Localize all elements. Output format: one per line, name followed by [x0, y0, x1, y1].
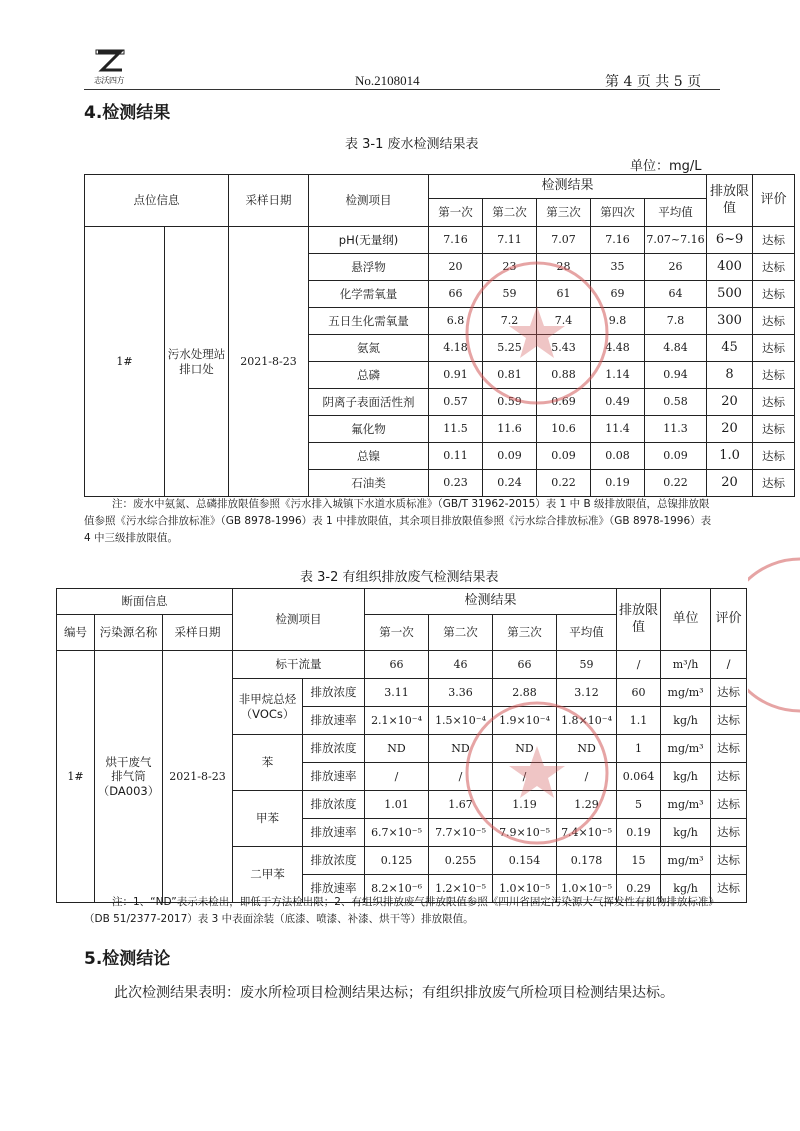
t2-param: 排放速率 — [303, 763, 365, 791]
t2-v1: 8.2×10⁻⁶ — [365, 875, 429, 903]
t1-v4: 69 — [591, 281, 645, 308]
t1-v4: 0.08 — [591, 443, 645, 470]
t2-flow-eval: / — [711, 651, 747, 679]
t1-v2: 59 — [483, 281, 537, 308]
t1-eval: 达标 — [753, 443, 795, 470]
table-row — [57, 651, 747, 679]
t1-avg: 0.94 — [645, 362, 707, 389]
t1-v2: 0.09 — [483, 443, 537, 470]
page-indicator: 第 4 页 共 5 页 — [605, 74, 702, 90]
t1-v1: 7.16 — [429, 227, 483, 254]
t2-v3: 0.154 — [493, 847, 557, 875]
t1-v1: 0.23 — [429, 470, 483, 497]
company-logo — [84, 48, 134, 88]
t2-limit: 5 — [617, 791, 661, 819]
t2-header-r2: 第二次 — [429, 615, 493, 651]
t2-v1: / — [365, 763, 429, 791]
t1-limit: 20 — [707, 470, 753, 497]
t1-header-limit: 排放限值 — [707, 175, 753, 227]
t1-eval: 达标 — [753, 254, 795, 281]
t1-limit: 8 — [707, 362, 753, 389]
t2-group-name: 苯 — [233, 735, 303, 791]
t2-unit: kg/h — [661, 707, 711, 735]
t2-flow-avg: 59 — [557, 651, 617, 679]
t2-limit: 60 — [617, 679, 661, 707]
t1-avg: 7.07~7.16 — [645, 227, 707, 254]
t2-param: 排放浓度 — [303, 679, 365, 707]
t2-unit: kg/h — [661, 819, 711, 847]
t1-header-location: 点位信息 — [85, 175, 229, 227]
t2-flow-v2: 46 — [429, 651, 493, 679]
t1-v1: 0.57 — [429, 389, 483, 416]
t2-unit: kg/h — [661, 763, 711, 791]
t2-v2: / — [429, 763, 493, 791]
t2-unit: mg/m³ — [661, 735, 711, 763]
table-2-caption: 表 3-2 有组织排放废气检测结果表 — [300, 570, 499, 585]
t1-item: 悬浮物 — [309, 254, 429, 281]
table-1-unit: 单位：mg/L — [630, 159, 702, 174]
t1-header-date: 采样日期 — [229, 175, 309, 227]
t1-item: 氨氮 — [309, 335, 429, 362]
t2-header-eval: 评价 — [711, 589, 747, 651]
t2-flow-unit: m³/h — [661, 651, 711, 679]
t1-v1: 6.8 — [429, 308, 483, 335]
t1-item: 总磷 — [309, 362, 429, 389]
t1-header-avg: 平均值 — [645, 199, 707, 227]
t1-eval: 达标 — [753, 389, 795, 416]
t1-eval: 达标 — [753, 227, 795, 254]
t2-v3: 1.9×10⁻⁴ — [493, 707, 557, 735]
t1-v3: 0.69 — [537, 389, 591, 416]
t2-eval: 达标 — [711, 763, 747, 791]
header-divider — [84, 89, 720, 90]
t1-date: 2021-8-23 — [229, 227, 309, 497]
t1-v2: 23 — [483, 254, 537, 281]
t2-v2: 1.2×10⁻⁵ — [429, 875, 493, 903]
t2-limit: 15 — [617, 847, 661, 875]
t1-v3: 10.6 — [537, 416, 591, 443]
t2-v2: 1.67 — [429, 791, 493, 819]
table-1-caption: 表 3-1 废水检测结果表 — [345, 137, 479, 152]
t2-param: 排放速率 — [303, 707, 365, 735]
t1-limit: 20 — [707, 389, 753, 416]
exhaust-gas-results-table — [56, 588, 747, 903]
t2-flow-v1: 66 — [365, 651, 429, 679]
t1-limit: 6~9 — [707, 227, 753, 254]
t1-eval: 达标 — [753, 335, 795, 362]
t1-v3: 7.07 — [537, 227, 591, 254]
t1-item: 五日生化需氧量 — [309, 308, 429, 335]
t2-eval: 达标 — [711, 791, 747, 819]
t1-eval: 达标 — [753, 281, 795, 308]
t2-flow-limit: / — [617, 651, 661, 679]
t2-v2: 3.36 — [429, 679, 493, 707]
t2-eval: 达标 — [711, 707, 747, 735]
t2-v1: 0.125 — [365, 847, 429, 875]
t1-v4: 7.16 — [591, 227, 645, 254]
t1-v3: 5.43 — [537, 335, 591, 362]
t1-v1: 11.5 — [429, 416, 483, 443]
t2-group-name: 甲苯 — [233, 791, 303, 847]
report-number: No.2108014 — [355, 73, 420, 88]
t2-v2: 7.7×10⁻⁵ — [429, 819, 493, 847]
t2-v3: / — [493, 763, 557, 791]
t2-param: 排放浓度 — [303, 735, 365, 763]
t1-limit: 45 — [707, 335, 753, 362]
t2-eval: 达标 — [711, 735, 747, 763]
t2-v1: ND — [365, 735, 429, 763]
t2-date: 2021-8-23 — [163, 651, 233, 903]
t2-limit: 0.064 — [617, 763, 661, 791]
t2-header-r3: 第三次 — [493, 615, 557, 651]
t2-header-section: 断面信息 — [57, 589, 233, 615]
t2-v3: 1.19 — [493, 791, 557, 819]
t1-limit: 20 — [707, 416, 753, 443]
t2-avg: 1.29 — [557, 791, 617, 819]
t1-v1: 66 — [429, 281, 483, 308]
t2-v2: 1.5×10⁻⁴ — [429, 707, 493, 735]
t1-v4: 4.48 — [591, 335, 645, 362]
t2-param: 排放速率 — [303, 819, 365, 847]
table-row — [85, 227, 795, 254]
t2-limit: 1.1 — [617, 707, 661, 735]
t2-eval: 达标 — [711, 819, 747, 847]
t1-site-no: 1# — [85, 227, 165, 497]
t1-body — [85, 227, 795, 497]
t1-item: 石油类 — [309, 470, 429, 497]
t1-limit: 400 — [707, 254, 753, 281]
t2-body — [57, 651, 747, 903]
t2-v3: 2.88 — [493, 679, 557, 707]
t1-item: 氟化物 — [309, 416, 429, 443]
t2-eval: 达标 — [711, 679, 747, 707]
t2-v1: 2.1×10⁻⁴ — [365, 707, 429, 735]
t2-source — [95, 651, 163, 903]
t1-v2: 7.2 — [483, 308, 537, 335]
t1-item: pH(无量纲) — [309, 227, 429, 254]
t2-group-name: 二甲苯 — [233, 847, 303, 903]
t1-v2: 7.11 — [483, 227, 537, 254]
t1-eval: 达标 — [753, 470, 795, 497]
t1-v4: 0.19 — [591, 470, 645, 497]
t1-v2: 0.24 — [483, 470, 537, 497]
seam-seal — [748, 555, 800, 715]
t2-header-no: 编号 — [57, 615, 95, 651]
t1-item: 总镍 — [309, 443, 429, 470]
t2-avg: / — [557, 763, 617, 791]
t1-header-r1: 第一次 — [429, 199, 483, 227]
t1-avg: 11.3 — [645, 416, 707, 443]
t1-item: 阴离子表面活性剂 — [309, 389, 429, 416]
t1-avg: 26 — [645, 254, 707, 281]
t1-v1: 0.91 — [429, 362, 483, 389]
t2-avg: 0.178 — [557, 847, 617, 875]
t2-eval: 达标 — [711, 847, 747, 875]
t1-v3: 0.88 — [537, 362, 591, 389]
t2-limit: 0.29 — [617, 875, 661, 903]
t1-v3: 61 — [537, 281, 591, 308]
t2-header-result: 检测结果 — [365, 589, 617, 615]
t2-site-no: 1# — [57, 651, 95, 903]
t2-v2: ND — [429, 735, 493, 763]
t1-limit: 1.0 — [707, 443, 753, 470]
t2-flow-item: 标干流量 — [233, 651, 365, 679]
t1-header-eval: 评价 — [753, 175, 795, 227]
t1-v3: 28 — [537, 254, 591, 281]
t1-v4: 9.8 — [591, 308, 645, 335]
t1-header-item: 检测项目 — [309, 175, 429, 227]
t2-header-r1: 第一次 — [365, 615, 429, 651]
t1-v4: 0.49 — [591, 389, 645, 416]
t1-limit: 300 — [707, 308, 753, 335]
t2-v1: 6.7×10⁻⁵ — [365, 819, 429, 847]
t2-param: 排放浓度 — [303, 791, 365, 819]
t1-v4: 11.4 — [591, 416, 645, 443]
t1-v2: 11.6 — [483, 416, 537, 443]
t1-avg: 0.58 — [645, 389, 707, 416]
t1-item: 化学需氧量 — [309, 281, 429, 308]
section-4-title: 4.检测结果 — [84, 103, 171, 123]
t1-header-r3: 第三次 — [537, 199, 591, 227]
t1-eval: 达标 — [753, 416, 795, 443]
t1-v3: 0.22 — [537, 470, 591, 497]
t1-v2: 5.25 — [483, 335, 537, 362]
t2-v3: ND — [493, 735, 557, 763]
t2-avg: 1.0×10⁻⁵ — [557, 875, 617, 903]
t2-v3: 7.9×10⁻⁵ — [493, 819, 557, 847]
t2-param: 排放速率 — [303, 875, 365, 903]
table-1-note: 注：废水中氨氮、总磷排放限值参照《污水排入城镇下水道水质标准》（GB/T 31962-2015）表 1 中 B 级排放限值，总镍排放限值参照《污水综合排放标准》（GB 8978-1996）表 1 中排放限值，其余项目排放限值参照《污水综合排放标准》（GB 8978-1996）表 4 中三级排放限值。 — [84, 498, 712, 544]
t1-eval: 达标 — [753, 308, 795, 335]
t1-v1: 4.18 — [429, 335, 483, 362]
t1-header-r2: 第二次 — [483, 199, 537, 227]
t2-group-name: 非甲烷总烃（VOCs） — [233, 679, 303, 735]
t1-v1: 20 — [429, 254, 483, 281]
t2-v3: 1.0×10⁻⁵ — [493, 875, 557, 903]
t1-avg: 0.22 — [645, 470, 707, 497]
t2-avg: ND — [557, 735, 617, 763]
t2-source-line: （DA003） — [97, 783, 160, 798]
t2-source-line: 烘干废气 — [105, 754, 152, 769]
t1-v3: 0.09 — [537, 443, 591, 470]
t2-eval: 达标 — [711, 875, 747, 903]
t2-unit: mg/m³ — [661, 679, 711, 707]
t2-flow-v3: 66 — [493, 651, 557, 679]
t2-header-item: 检测项目 — [233, 589, 365, 651]
t1-v4: 35 — [591, 254, 645, 281]
t2-header-unit: 单位 — [661, 589, 711, 651]
t1-header-result: 检测结果 — [429, 175, 707, 199]
t1-avg: 64 — [645, 281, 707, 308]
logo-text: 志沃四方 — [94, 76, 124, 85]
t2-limit: 0.19 — [617, 819, 661, 847]
t2-header-limit: 排放限值 — [617, 589, 661, 651]
t2-header-source: 污染源名称 — [95, 615, 163, 651]
t2-unit: mg/m³ — [661, 847, 711, 875]
t2-v1: 3.11 — [365, 679, 429, 707]
t1-site-name: 污水处理站排口处 — [165, 227, 229, 497]
t2-header-date: 采样日期 — [163, 615, 233, 651]
table-2-note: 注：1、“ND”表示未检出，即低于方法检出限；2、有组织排放废气排放限值参照《四川省固定污染源大气挥发性有机物排放标准》（DB 51/2377-2017）表 3 中表面涂装（底漆、喷漆、补漆、烘干等）排放限值。 — [84, 896, 719, 925]
t1-limit: 500 — [707, 281, 753, 308]
t1-avg: 0.09 — [645, 443, 707, 470]
wastewater-results-table — [84, 174, 795, 497]
t2-param: 排放浓度 — [303, 847, 365, 875]
t2-avg: 3.12 — [557, 679, 617, 707]
t2-v2: 0.255 — [429, 847, 493, 875]
t2-avg: 1.8×10⁻⁴ — [557, 707, 617, 735]
conclusion-text: 此次检测结果表明：废水所检项目检测结果达标；有组织排放废气所检项目检测结果达标。 — [114, 985, 674, 1001]
t1-header-r4: 第四次 — [591, 199, 645, 227]
t1-v2: 0.81 — [483, 362, 537, 389]
t2-limit: 1 — [617, 735, 661, 763]
t2-unit: kg/h — [661, 875, 711, 903]
t1-v2: 0.59 — [483, 389, 537, 416]
t1-eval: 达标 — [753, 362, 795, 389]
t1-v1: 0.11 — [429, 443, 483, 470]
t2-header-avg: 平均值 — [557, 615, 617, 651]
t1-avg: 4.84 — [645, 335, 707, 362]
t1-v3: 7.4 — [537, 308, 591, 335]
t1-avg: 7.8 — [645, 308, 707, 335]
t2-unit: mg/m³ — [661, 791, 711, 819]
section-5-title: 5.检测结论 — [84, 949, 171, 969]
t2-avg: 7.4×10⁻⁵ — [557, 819, 617, 847]
t1-v4: 1.14 — [591, 362, 645, 389]
t2-v1: 1.01 — [365, 791, 429, 819]
logo-mark-icon — [84, 48, 134, 76]
t2-source-line: 排气筒 — [111, 769, 146, 784]
